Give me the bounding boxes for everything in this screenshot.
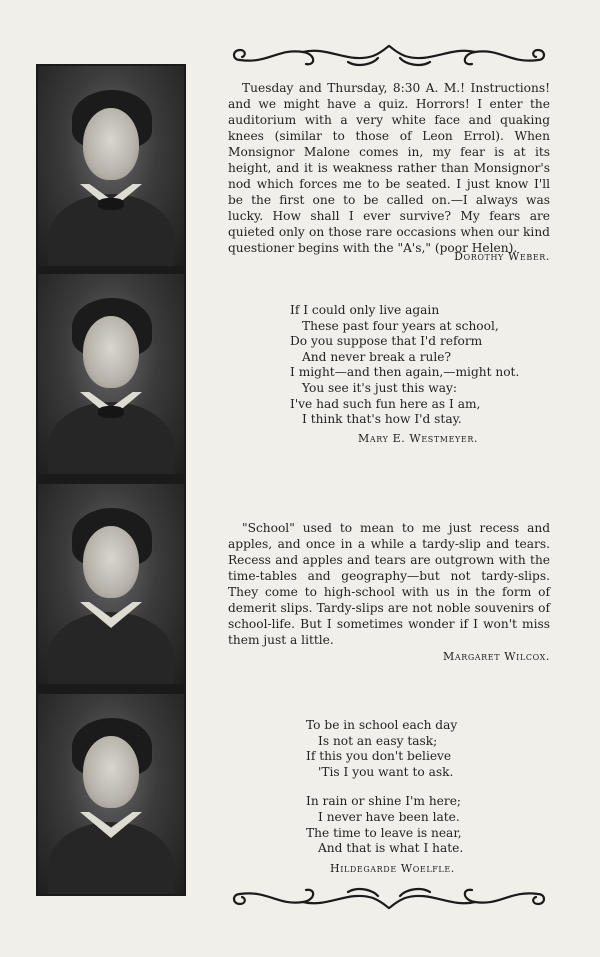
author-signature: Margaret Wilcox. — [442, 650, 550, 663]
poem-line: In rain or shine I'm here; — [306, 794, 462, 809]
poem-line: You see it's just this way: — [302, 380, 457, 395]
portrait-photo — [38, 694, 184, 894]
poem — [290, 303, 519, 428]
poem-line: I might—and then again,—might not. — [290, 365, 520, 380]
poem-line: Do you suppose that I'd reform — [290, 334, 483, 349]
author-signature: Dorothy Weber. — [454, 250, 550, 263]
poem-line: I never have been late. — [318, 809, 460, 824]
poem-line: And never break a rule? — [302, 349, 452, 364]
portrait-photo — [38, 484, 184, 684]
scroll-ornament-top — [228, 42, 550, 72]
poem-line: 'Tis I you want to ask. — [318, 764, 454, 779]
entry-text: "School" used to mean to me just recess and apples, and once in a while a tardy-slip and tears. Recess and apples and tears are outgrown with the time-tables and geography—but not tardy-slips. They come to high-school with us in the form of demerit slips. Tardy-slips are not noble souvenirs of school-life. But I sometimes wonder if I won't miss them just a little. — [228, 521, 550, 647]
poem-line: If this you don't believe — [306, 749, 452, 764]
poem-line: These past four years at school, — [302, 318, 499, 333]
portrait-photo — [38, 274, 184, 474]
author-signature: Mary E. Westmeyer. — [358, 432, 479, 445]
poem-line: Is not an easy task; — [318, 733, 438, 748]
poem-line: I think that's how I'd stay. — [302, 412, 462, 427]
poem-line: If I could only live again — [290, 303, 440, 317]
poem-line: The time to leave is near, — [306, 825, 462, 840]
author-signature: Hildegarde Woelfle. — [330, 862, 455, 875]
scroll-ornament-bottom — [228, 882, 550, 912]
poem — [306, 718, 463, 857]
poem-line: And that is what I hate. — [318, 841, 464, 856]
entry-text: Tuesday and Thursday, 8:30 A. M.! Instructions! and we might have a quiz. Horrors! I enter the auditorium with a very white face and quaking knees (similar to those of Leon Errol). When Monsignor Malone comes in, my fear is at its height, and it is weakness rather than Monsignor's nod which forces me to be seated. I just know I'll be the first one to be called on.—I always was lucky. How shall I ever survive? My fears are quieted only on those rare occasions when our kind questioner begins with the "A's," (poor Helen). — [228, 81, 550, 255]
poem-line: To be in school each day — [306, 718, 458, 732]
poem-line: I've had such fun here as I am, — [290, 396, 481, 411]
photo-strip — [36, 64, 186, 896]
portrait-photo — [38, 66, 184, 266]
